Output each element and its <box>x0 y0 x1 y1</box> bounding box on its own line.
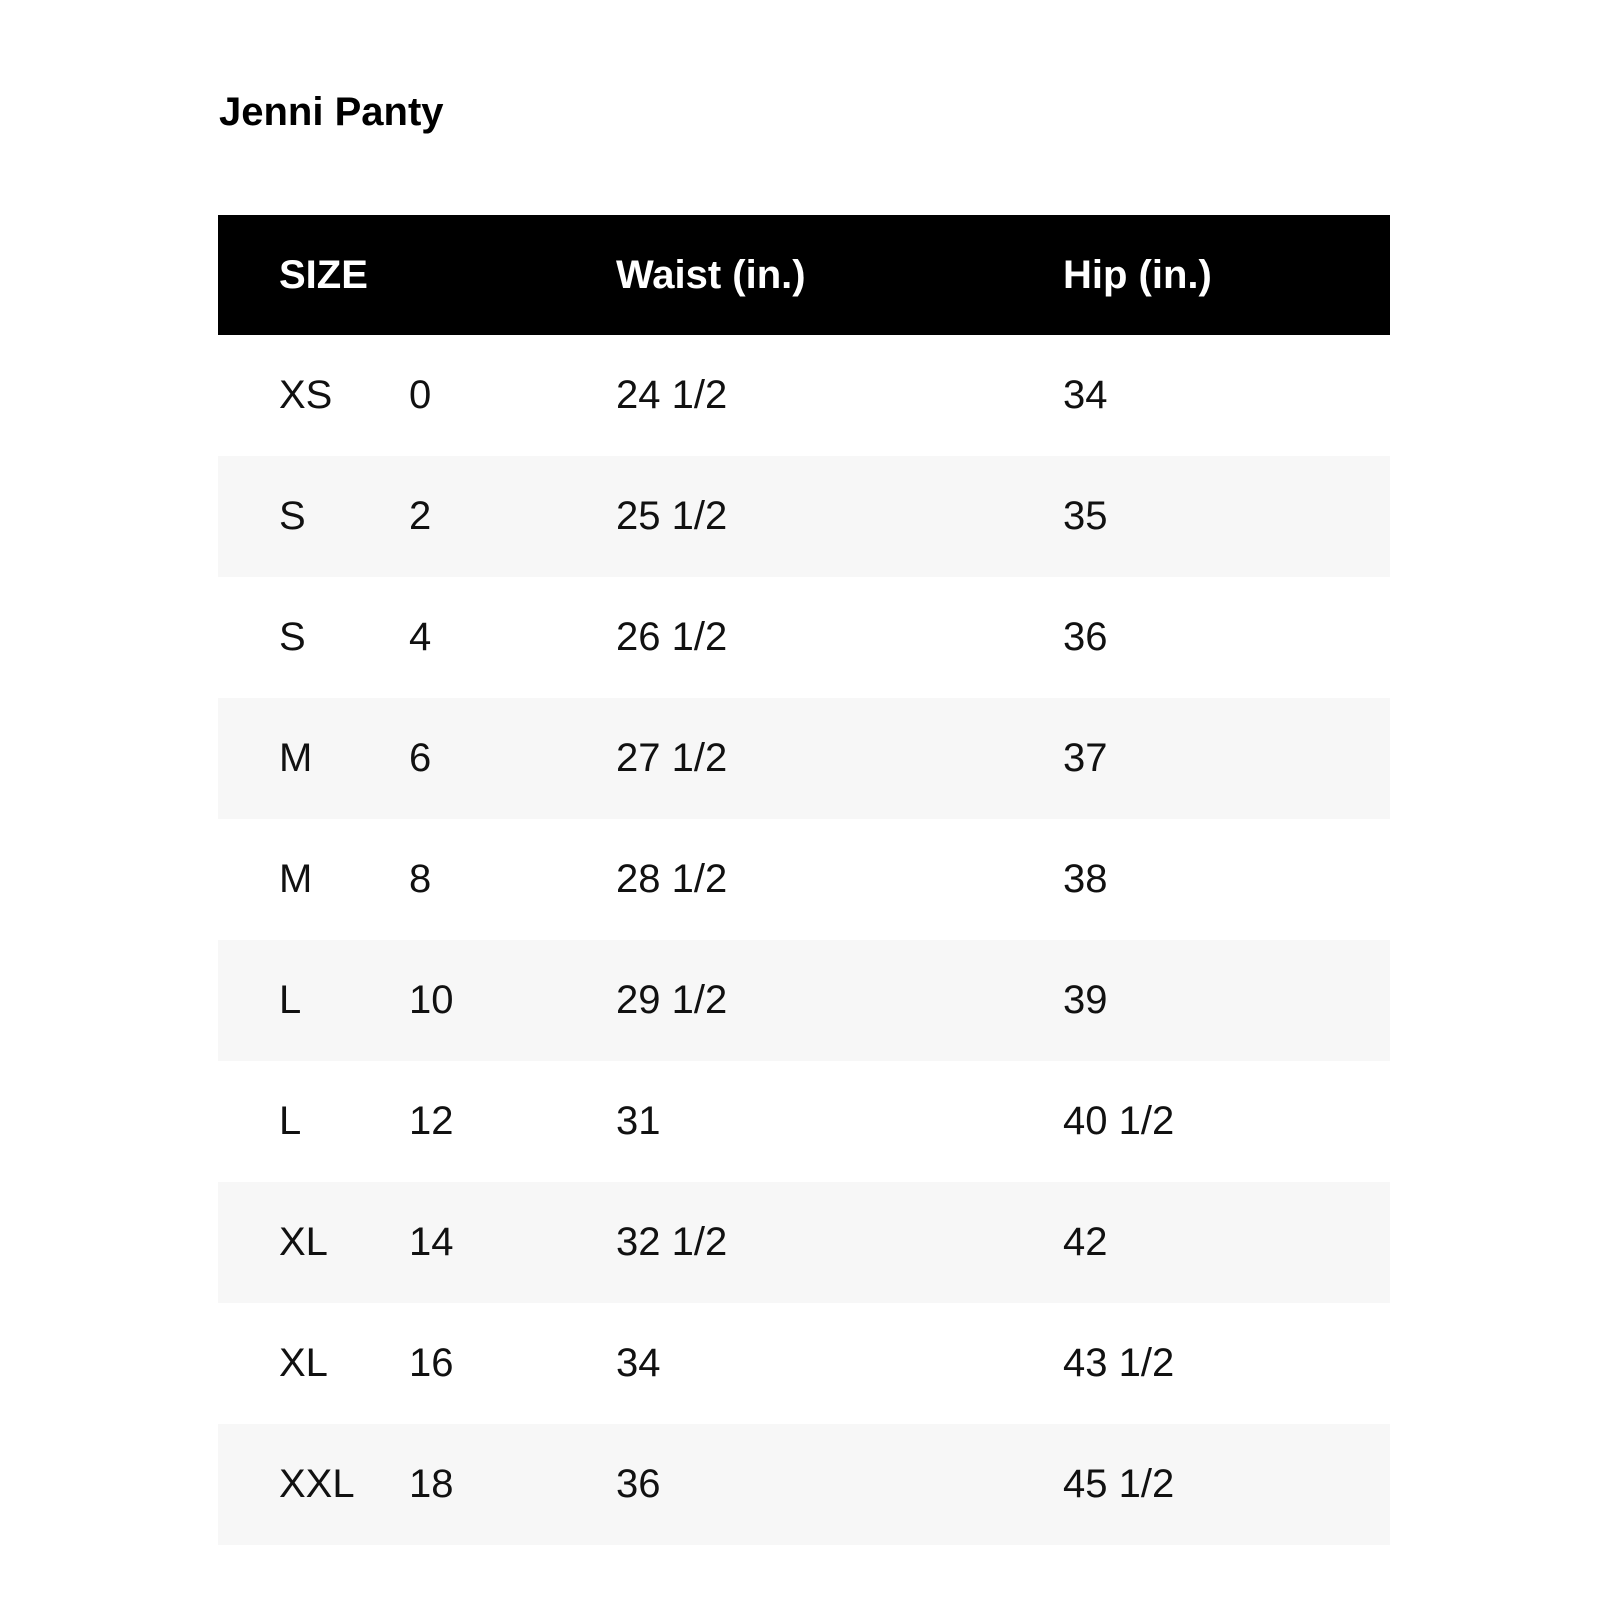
cell-size-number: 4 <box>409 615 432 659</box>
table-row <box>218 1424 1390 1545</box>
cell-size-number: 8 <box>409 857 432 901</box>
cell-size: M <box>279 857 313 901</box>
cell-hip: 39 <box>1063 978 1108 1022</box>
cell-waist: 29 1/2 <box>616 978 728 1022</box>
table-row <box>218 577 1390 698</box>
size-chart-table <box>218 215 1390 1545</box>
cell-hip: 40 1/2 <box>1063 1099 1175 1143</box>
table-row <box>218 335 1390 456</box>
cell-waist: 25 1/2 <box>616 494 728 538</box>
cell-size: S <box>279 494 306 538</box>
cell-waist: 34 <box>616 1341 661 1385</box>
cell-size-number: 16 <box>409 1341 454 1385</box>
cell-size-number: 12 <box>409 1099 454 1143</box>
cell-waist: 31 <box>616 1099 661 1143</box>
cell-hip: 42 <box>1063 1220 1108 1264</box>
table-row <box>218 819 1390 940</box>
cell-hip: 38 <box>1063 857 1108 901</box>
table-row <box>218 456 1390 577</box>
cell-waist: 32 1/2 <box>616 1220 728 1264</box>
header-hip: Hip (in.) <box>1063 253 1212 297</box>
cell-waist: 36 <box>616 1462 661 1506</box>
cell-hip: 36 <box>1063 615 1108 659</box>
cell-hip: 37 <box>1063 736 1108 780</box>
cell-size-number: 6 <box>409 736 432 780</box>
table-row <box>218 1061 1390 1182</box>
cell-size-number: 18 <box>409 1462 454 1506</box>
cell-size: S <box>279 615 306 659</box>
cell-size: XXL <box>279 1462 355 1506</box>
header-size: SIZE <box>279 253 368 297</box>
cell-size-number: 0 <box>409 373 432 417</box>
cell-size: XS <box>279 373 333 417</box>
cell-waist: 27 1/2 <box>616 736 728 780</box>
cell-size-number: 2 <box>409 494 432 538</box>
cell-waist: 26 1/2 <box>616 615 728 659</box>
table-row <box>218 698 1390 819</box>
cell-size: XL <box>279 1220 328 1264</box>
cell-size: M <box>279 736 313 780</box>
table-row <box>218 940 1390 1061</box>
table-row <box>218 1182 1390 1303</box>
table-row <box>218 1303 1390 1424</box>
cell-hip: 43 1/2 <box>1063 1341 1175 1385</box>
cell-waist: 24 1/2 <box>616 373 728 417</box>
cell-hip: 34 <box>1063 373 1108 417</box>
cell-size: L <box>279 978 302 1022</box>
cell-size: L <box>279 1099 302 1143</box>
cell-size-number: 10 <box>409 978 454 1022</box>
cell-size-number: 14 <box>409 1220 454 1264</box>
table-header <box>218 215 1390 335</box>
cell-hip: 35 <box>1063 494 1108 538</box>
page-title: Jenni Panty <box>219 90 444 134</box>
cell-size: XL <box>279 1341 328 1385</box>
cell-hip: 45 1/2 <box>1063 1462 1175 1506</box>
header-waist: Waist (in.) <box>616 253 806 297</box>
cell-waist: 28 1/2 <box>616 857 728 901</box>
